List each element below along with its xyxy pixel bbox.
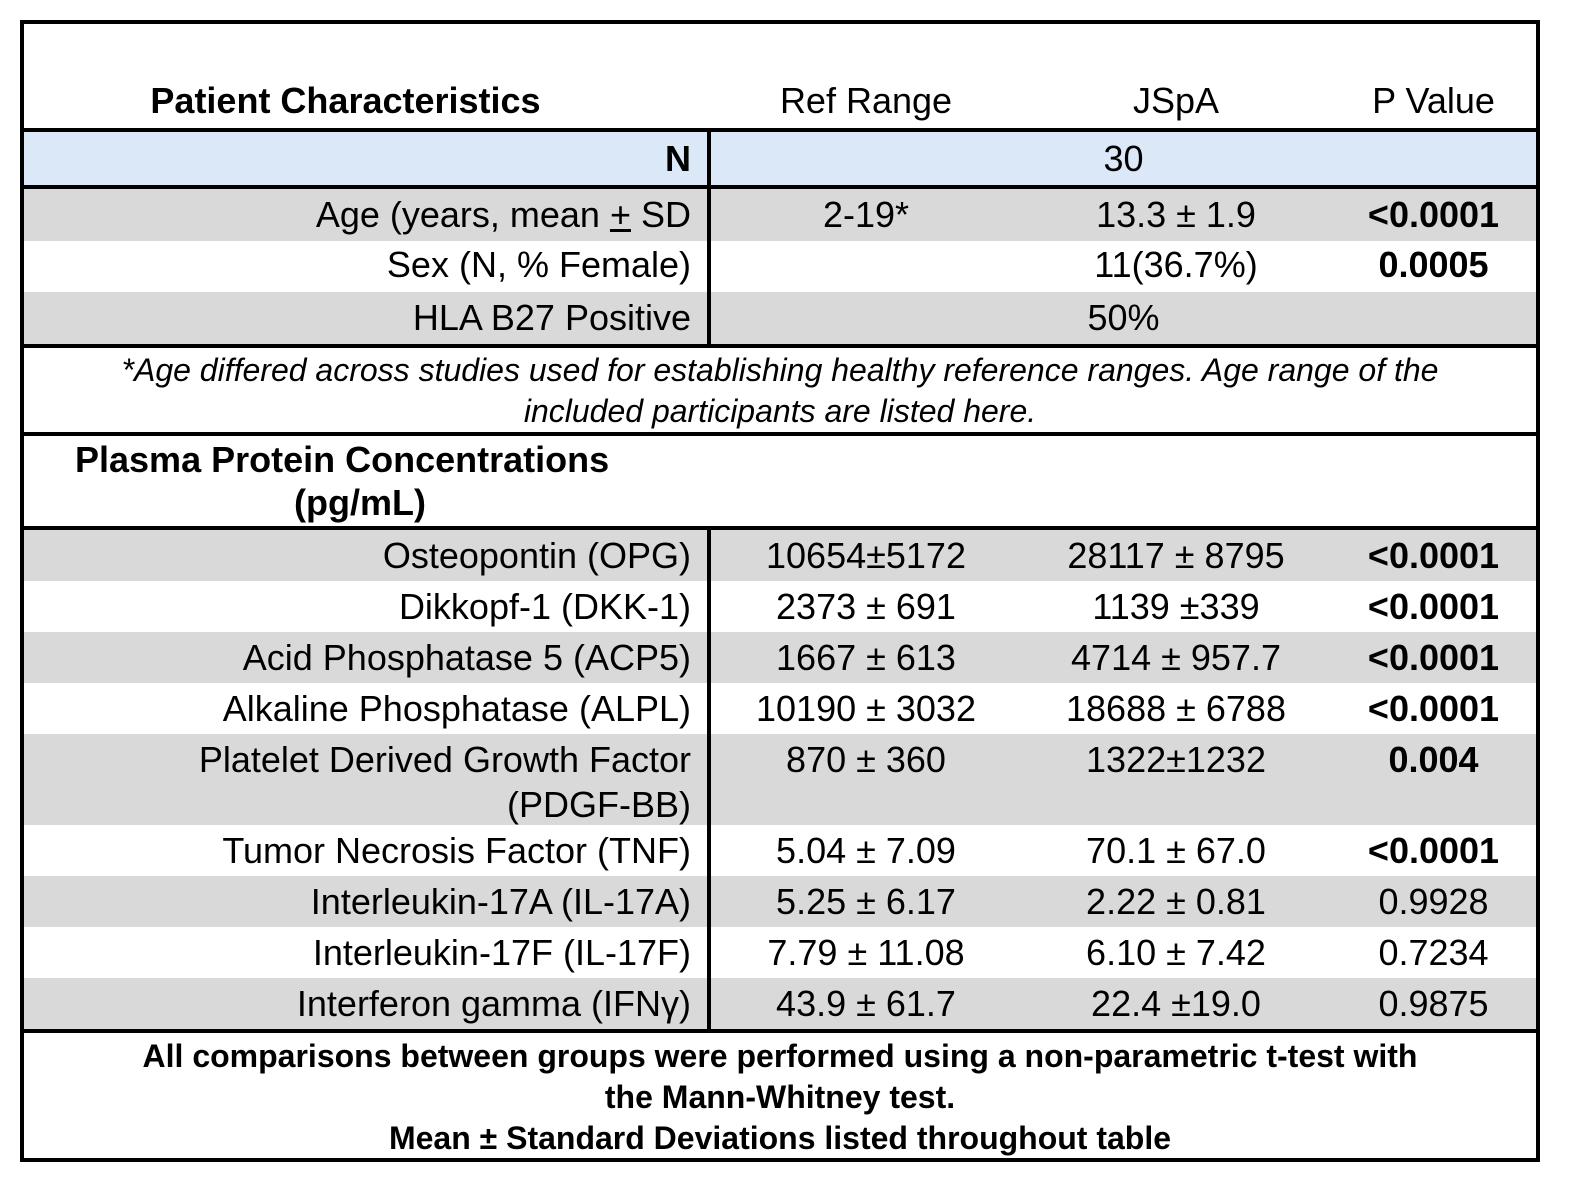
p-value-cell: <0.0001 — [1367, 830, 1500, 871]
p-value-cell: <0.0001 — [1367, 535, 1500, 576]
data-table — [20, 20, 1540, 1162]
table-row — [24, 876, 1536, 927]
plasma-section-header — [24, 436, 707, 526]
jspa-cell: 22.4 ±19.0 — [1091, 983, 1261, 1024]
jspa-cell: 4714 ± 957.7 — [1071, 637, 1281, 678]
p-value-cell: 0.9875 — [1378, 983, 1489, 1024]
plasma-header-line1: Plasma Protein Concentrations — [75, 439, 610, 480]
row-label — [24, 734, 707, 825]
n-label: N — [665, 138, 691, 179]
jspa-cell: 18688 ± 6788 — [1066, 688, 1286, 729]
jspa-cell: 1139 ±339 — [1092, 586, 1260, 627]
row-label: Sex (N, % Female) — [386, 244, 691, 285]
table-row-hla — [24, 292, 1536, 344]
row-label — [24, 189, 707, 241]
age-footnote-line2: included participants are listed here. — [523, 393, 1037, 429]
row-label: Dikkopf-1 (DKK-1) — [398, 586, 691, 627]
p-value-cell: 0.9928 — [1378, 881, 1489, 922]
footer-line1: All comparisons between groups were performed using a non-parametric t-test with — [142, 1038, 1418, 1074]
ref-range-cell: 43.9 ± 61.7 — [776, 983, 956, 1024]
header-p-value: P Value — [1372, 80, 1495, 121]
row-label: Interleukin-17F (IL-17F) — [312, 932, 691, 973]
row-label: HLA B27 Positive — [412, 297, 691, 338]
table-row-sex — [24, 241, 1536, 292]
table-row — [24, 632, 1536, 683]
table-row — [24, 927, 1536, 978]
header-ref-range: Ref Range — [779, 80, 953, 121]
p-value-cell: <0.0001 — [1367, 637, 1500, 678]
table-row — [24, 734, 1536, 825]
table-row — [24, 978, 1536, 1029]
age-footnote-line1: *Age differed across studies used for establishing healthy reference ranges. Age range of the — [121, 352, 1439, 388]
jspa-cell: 70.1 ± 67.0 — [1086, 830, 1266, 871]
jspa-cell: 11(36.7%) — [1094, 244, 1258, 285]
jspa-cell: 28117 ± 8795 — [1067, 535, 1285, 576]
n-value: 30 — [1103, 138, 1144, 179]
ref-range-cell: 1667 ± 613 — [776, 637, 956, 678]
row-label: Osteopontin (OPG) — [382, 535, 691, 576]
row-label: Interleukin-17A (IL-17A) — [310, 881, 691, 922]
table-row — [24, 581, 1536, 632]
ref-range-cell — [711, 241, 1021, 292]
jspa-cell: 2.22 ± 0.81 — [1086, 881, 1266, 922]
ref-range-cell: 2-19* — [822, 194, 910, 235]
table-row-age — [24, 189, 1536, 241]
table-row — [24, 825, 1536, 876]
p-value-cell: <0.0001 — [1367, 586, 1500, 627]
plus-minus-underlined: + — [609, 194, 631, 235]
table-row — [24, 683, 1536, 734]
ref-range-cell: 5.25 ± 6.17 — [776, 881, 956, 922]
p-value-cell: <0.0001 — [1367, 688, 1500, 729]
p-value-cell: <0.0001 — [1367, 194, 1500, 235]
ref-range-cell: 2373 ± 691 — [776, 586, 956, 627]
divider — [24, 344, 1536, 348]
ref-range-cell: 10654±5172 — [766, 535, 966, 576]
hla-value: 50% — [1087, 297, 1160, 338]
header-jspa: JSpA — [1132, 80, 1220, 121]
age-label-tail: SD — [630, 194, 691, 235]
ref-range-cell: 870 ± 360 — [786, 739, 946, 780]
age-footnote — [24, 350, 1536, 432]
age-label-text: Age (years, mean — [315, 194, 610, 235]
row-label-line1: Platelet Derived Growth Factor — [198, 739, 691, 780]
table-footer — [24, 1036, 1536, 1159]
ref-range-cell: 10190 ± 3032 — [756, 688, 976, 729]
row-label: Acid Phosphatase 5 (ACP5) — [242, 637, 691, 678]
table-header-row — [24, 24, 1536, 128]
row-label: Interferon gamma (IFNγ) — [296, 983, 691, 1024]
row-label: Tumor Necrosis Factor (TNF) — [222, 830, 691, 871]
jspa-cell: 6.10 ± 7.42 — [1086, 932, 1266, 973]
p-value-cell: 0.004 — [1388, 739, 1479, 780]
divider — [24, 1029, 1536, 1033]
ref-range-cell: 5.04 ± 7.09 — [776, 830, 956, 871]
p-value-cell: 0.0005 — [1378, 244, 1489, 285]
header-patient-characteristics: Patient Characteristics — [150, 80, 541, 121]
ref-range-cell: 7.79 ± 11.08 — [767, 932, 965, 973]
footer-line2: the Mann-Whitney test. — [604, 1079, 956, 1115]
footer-line3: Mean ± Standard Deviations listed throughout table — [388, 1120, 1172, 1156]
row-label-line2: (PDGF-BB) — [507, 784, 691, 825]
n-row — [24, 132, 1536, 185]
p-value-cell: 0.7234 — [1378, 932, 1489, 973]
plasma-header-line2: (pg/mL) — [294, 482, 426, 523]
table-row — [24, 530, 1536, 581]
jspa-cell: 13.3 ± 1.9 — [1096, 194, 1256, 235]
row-label: Alkaline Phosphatase (ALPL) — [222, 688, 691, 729]
jspa-cell: 1322±1232 — [1086, 739, 1266, 780]
